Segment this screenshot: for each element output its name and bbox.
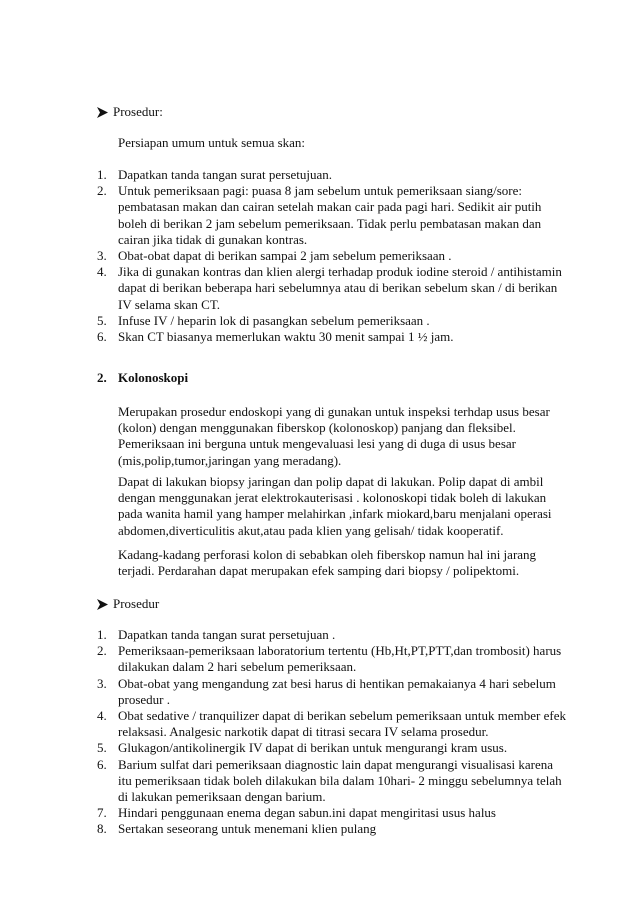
list-item: 5. Infuse IV / heparin lok di pasangkan sebelum pemeriksaan . xyxy=(97,312,430,328)
list-item: 6. Barium sulfat dari pemeriksaan diagnostic lain dapat mengurangi visualisasi karena itu pemeriksaan tidak boleh dilakukan bila dalam 10hari- 2 minggu sebelumnya telah di lakukan pemeriksaan dengan barium. xyxy=(97,756,562,805)
bullet-label: Prosedur xyxy=(113,596,160,611)
list-item: 7. Hindari penggunaan enema degan sabun.ini dapat mengiritasi usus halus xyxy=(97,805,496,821)
list-item: 1. Dapatkan tanda tangan surat persetujuan . xyxy=(97,627,336,642)
list-item: 1. Dapatkan tanda tangan surat persetujuan. xyxy=(97,167,333,182)
list-item: 5. Glukagon/antikolinergik IV dapat di berikan untuk mengurangi kram usus. xyxy=(97,740,508,756)
section-title: Kolonoskopi xyxy=(118,370,189,385)
list-item: 2. Pemeriksaan-pemeriksaan laboratorium tertentu (Hb,Ht,PT,PTT,dan trombosit) harus dilakukan dalam 2 hari sebelum pemeriksaan. xyxy=(97,643,562,675)
section-heading xyxy=(97,369,188,387)
procedure-list-2 xyxy=(97,627,567,838)
list-item: 3. Obat-obat dapat di berikan sampai 2 jam sebelum pemeriksaan . xyxy=(97,248,452,264)
list-item: 4. Obat sedative / tranquilizer dapat di berikan sebelum pemeriksaan untuk member efek relaksasi. Analgesic narkotik dapat di titrasi secara IV selama prosedur. xyxy=(97,708,566,740)
paragraph-1: Merupakan prosedur endoskopi yang di gunakan untuk inspeksi terhdap usus besar (kolon) dengan menggunakan fiberskop (kolonoskop) panjang dan fleksibel. Pemeriksaan ini berguna untuk mengevaluasi lesi yang di duga di usus besar (mis,polip,tumor,jaringan yang meradang). xyxy=(118,404,550,468)
list-item: 4. Jika di gunakan kontras dan klien alergi terhadap produk iodine steroid / antihistamin dapat di berikan beberapa hari sebelumnya atau di berikan sebelum skan / di berikan IV selama skan CT. xyxy=(97,264,562,312)
list-item: 2. Untuk pemeriksaan pagi: puasa 8 jam sebelum untuk pemeriksaan siang/sore: pembatasan makan dan cairan setelah makan cair pada pagi hari. Sedikit air putih boleh di berikan 2 jam sebelum pemeriksaan. Tidak perlu pembatasan makan dan cairan jika tidak di gunakan kontras. xyxy=(97,183,542,247)
intro-text: Persiapan umum untuk semua skan: xyxy=(118,135,306,150)
bullet-label: Prosedur: xyxy=(113,104,163,119)
arrow-bullet-icon xyxy=(97,599,113,610)
paragraph-3: Kadang-kadang perforasi kolon di sebabkan oleh fiberskop namun hal ini jarang terjadi. Perdarahan dapat merupakan efek samping dari biopsy / polipektomi. xyxy=(118,547,537,579)
arrow-bullet-icon xyxy=(97,107,113,118)
section-number: 2. xyxy=(97,370,107,385)
list-item: 6. Skan CT biasanya memerlukan waktu 30 menit sampai 1 ½ jam. xyxy=(97,329,454,345)
bullet-prosedur-2 xyxy=(97,595,159,613)
paragraph-2: Dapat di lakukan biopsy jaringan dan polip dapat di lakukan. Polip dapat di ambil dengan menggunakan jerat elektrokauterisasi . kolonoskopi tidak boleh di lakukan pada wanita hamil yang hamper melahirkan ,infark miokard,baru menjalani operasi abdomen,diverticulitis akut,atau pada klien yang gelisah/ tidak kooperatif. xyxy=(118,474,552,538)
procedure-list-1 xyxy=(97,167,567,345)
list-item: 3. Obat-obat yang mengandung zat besi harus di hentikan pemakaianya 4 hari sebelum prosedur . xyxy=(97,675,556,707)
bullet-prosedur-1 xyxy=(97,103,163,121)
list-item: 8. Sertakan seseorang untuk menemani klien pulang xyxy=(97,821,377,837)
